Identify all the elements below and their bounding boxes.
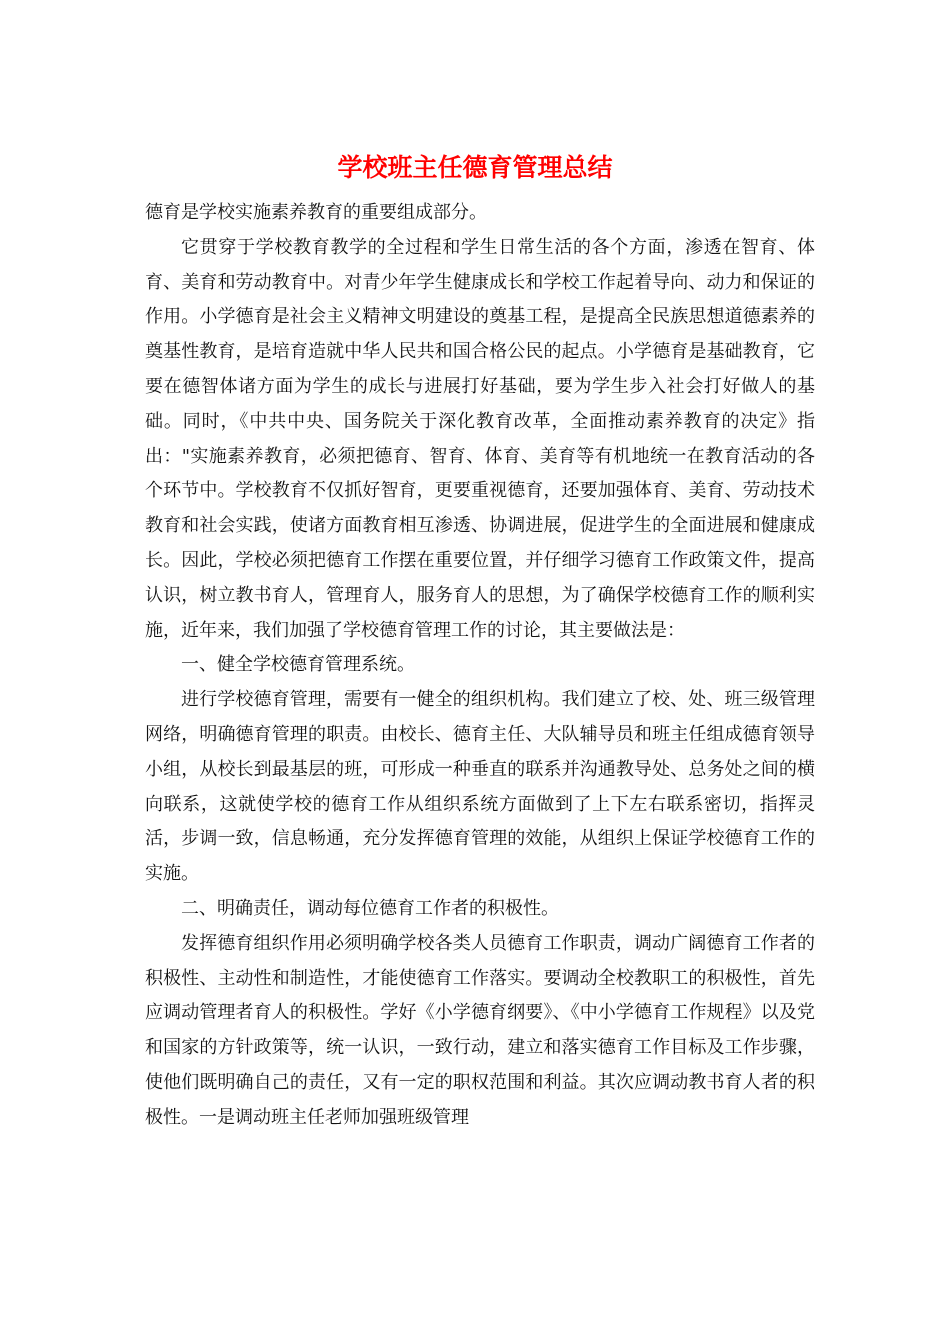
section-heading-1: 一、健全学校德育管理系统。: [181, 654, 415, 676]
paragraph-section-2: 发挥德育组织作用必须明确学校各类人员德育工作职责，调动广阔德育工作者的积极性、主动性和制造性，才能使德育工作落实。要调动全校教职工的积极性，首先应调动管理者育人的积极性。学好《小学德育纲要》、《中小学德育工作规程》以及党和国家的方针政策等，统一认识，一致行动，建立和落实德育工作目标及工作步骤，使他们既明确自己的责任，又有一定的职权范围和利益。其次应调动教书育人者的积极性。一是调动班主任老师加强班级管理: [145, 932, 815, 1128]
paragraph-intro: 德育是学校实施素养教育的重要组成部分。: [145, 202, 487, 223]
paragraph-section-1: 进行学校德育管理，需要有一健全的组织机构。我们建立了校、处、班三级管理网络，明确德育管理的职责。由校长、德育主任、大队辅导员和班主任组成德育领导小组，从校长到最基层的班，可形成一种垂直的联系并沟通教导处、总务处之间的横向联系，这就使学校的德育工作从组织系统方面做到了上下左右联系密切，指挥灵活，步调一致，信息畅通，充分发挥德育管理的效能，从组织上保证学校德育工作的实施。: [145, 689, 815, 885]
paragraph-overview: 它贯穿于学校教育教学的全过程和学生日常生活的各个方面，渗透在智育、体育、美育和劳动教育中。对青少年学生健康成长和学校工作起着导向、动力和保证的作用。小学德育是社会主义精神文明建设的奠基工程，是提高全民族思想道德素养的奠基性教育，是培育造就中华人民共和国合格公民的起点。小学德育是基础教育，它要在德智体诸方面为学生的成长与进展打好基础，要为学生步入社会打好做人的基础。同时，《中共中央、国务院关于深化教育改革，全面推动素养教育的决定》指出："实施素养教育，必须把德育、智育、体育、美育等有机地统一在教育活动的各个环节中。学校教育不仅抓好智育，更要重视德育，还要加强体育、美育、劳动技术教育和社会实践，使诸方面教育相互渗透、协调进展，促进学生的全面进展和健康成长。因此，学校必须把德育工作摆在重要位置，并仔细学习德育工作政策文件，提高认识，树立教书育人，管理育人，服务育人的思想，为了确保学校德育工作的顺利实施，近年来，我们加强了学校德育管理工作的讨论，其主要做法是：: [145, 236, 815, 641]
document-body: [145, 196, 815, 1136]
section-heading-2: 二、明确责任，调动每位德育工作者的积极性。: [181, 897, 559, 919]
document-title: 学校班主任德育管理总结: [337, 153, 613, 182]
